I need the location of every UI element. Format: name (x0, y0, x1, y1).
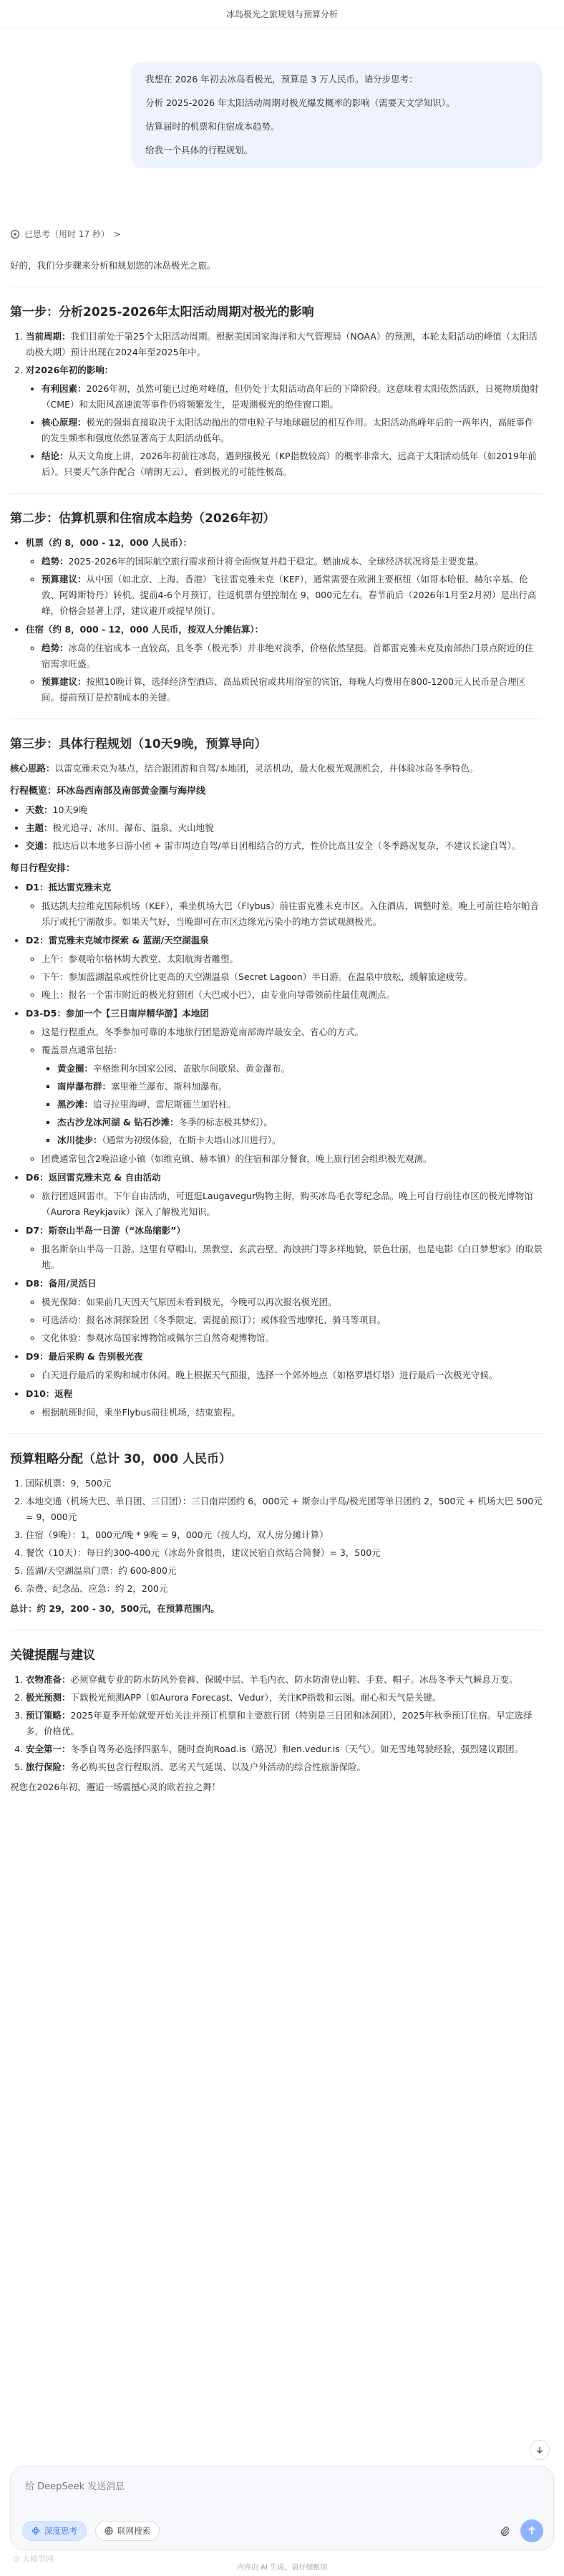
sub-list-item: ◦ 根据航班时间，乘坐Flybus前往机场，结束旅程。 (42, 1405, 543, 1421)
item-text: 下载极光预测APP（如Aurora Forecast、Vedur），关注KP指数和云图。耐心和天气是关键。 (70, 1692, 442, 1703)
arrow-up-icon (527, 2526, 537, 2536)
chevron-right-icon: > (113, 229, 121, 239)
item-label: 黑沙滩： (57, 1099, 94, 1110)
item-text: 冰岛的住宿成本一直较高，且冬季（极光季）并非绝对淡季，价格依然坚挺。首都雷克雅未克及南部热门景点附近的住宿需求旺盛。 (42, 643, 534, 669)
item-text: 2026年初，虽然可能已过绝对峰值，但仍处于太阳活动高年后的下降阶段。这意味着太阳依然活跃，日冕物质抛射（CME）和太阳风高速流等事件仍将频繁发生，是观测极光的绝佳窗口期。 (42, 383, 539, 410)
item-text: 极光的强弱直接取决于太阳活动抛出的带电粒子与地球磁层的相互作用。太阳活动高峰年后的一两年内，高能事件的发生频率和强度依然显著高于太阳活动低年。 (42, 417, 534, 443)
scroll-down-button[interactable] (530, 2440, 550, 2460)
user-message-line: 给我一个具体的行程规划。 (145, 145, 253, 155)
answer-intro: 好的，我们分步骤来分析和规划您的冰岛极光之旅。 (10, 260, 216, 271)
day-item (26, 1006, 543, 1167)
deep-think-toggle[interactable] (22, 2521, 87, 2541)
item-text: 覆盖景点通常包括： (42, 1044, 122, 1055)
tip-item (26, 1672, 543, 1688)
list-item (26, 535, 543, 619)
sub-list-item: ◦ 下午：参加蓝湖温泉或性价比更高的天空湖温泉（Secret Lagoon）半日游。在温泉中放松，缓解旅途疲劳。 (42, 969, 543, 985)
sub-list-item: ◦ 旅行团返回雷市。下午自由活动，可逛逛Laugavegur购物主街，购买冰岛毛衣等纪念品。晚上可自行前往市区的极光博物馆（Aurora Reykjavik）深入了解极光知识。 (42, 1188, 543, 1220)
item-label: 极光预测： (26, 1692, 71, 1703)
tip-item (26, 1759, 543, 1775)
sub-sub-list-item (57, 1061, 543, 1077)
list-item (26, 622, 543, 706)
sub-list-item: ◦ 文化体验：参观冰岛国家博物馆或佩尔兰自然奇观博物馆。 (42, 1330, 543, 1346)
item-text: 极光追寻、冰川、瀑布、温泉、火山地貌 (52, 822, 214, 833)
sub-list-item: ◦ 上午：参观哈尔格林姆大教堂、太阳航海者雕塑。 (42, 951, 543, 967)
sub-list (26, 951, 543, 1003)
sub-list-item (42, 1042, 543, 1148)
day-title: D1：抵达雷克雅未克 (26, 882, 112, 893)
budget-item: 2. 本地交通（机场大巴、单日团、三日团）：三日南岸团约 6，000元 + 斯奈山半岛/极光团等单日团约 2，500元 + 机场大巴 500元 = 9，000元 (26, 1494, 543, 1525)
thought-toggle[interactable] (10, 226, 121, 242)
day-title: D8：备用/灵活日 (26, 1278, 97, 1289)
item-text: 务必购买包含行程取消、恶劣天气延误、以及户外活动的综合性旅游保险。 (70, 1762, 366, 1772)
deep-think-label: 深度思考 (44, 2526, 77, 2536)
list-item (26, 820, 543, 836)
tip-item (26, 1708, 543, 1739)
item-label: 核心原理： (42, 417, 87, 428)
budget-item: 1. 国际机票：9，500元 (26, 1476, 543, 1491)
item-label: 趋势： (42, 556, 69, 567)
item-label: 当前周期： (26, 331, 71, 342)
divider (10, 1433, 543, 1434)
chat-header (0, 0, 564, 29)
message-composer (10, 2466, 554, 2550)
sub-list-item (42, 381, 543, 413)
sub-list (26, 1294, 543, 1346)
budget-item: 3. 住宿（9晚）：1，000元/晚 * 9晚 = 9，000元（按人均，双人房分摊计算） (26, 1527, 543, 1543)
item-label: 冰川徒步： (57, 1135, 102, 1145)
sub-list-item: ◦ 抵达凯夫拉维克国际机场（KEF），乘坐机场大巴（Flybus）前往雷克雅未克市区。入住酒店，调整时差。晚上可前往哈尔帕音乐厅或托宁湖散步。如果天气好，当晚即可在市区边缘光污染小的地方尝试观测极光。 (42, 898, 543, 930)
item-label: 预算建议： (42, 574, 87, 585)
item-label: 机票（约 8，000 - 12，000 人民币）： (26, 537, 193, 548)
day-title: D3-D5：参加一个【三日南岸精华游】本地团 (26, 1008, 209, 1019)
subsection-title: 每日行程安排： (10, 863, 76, 874)
user-message-line: 我想在 2026 年初去冰岛看极光，预算是 3 万人民币。请分步思考： (145, 74, 418, 85)
budget-total: 总计：约 29，200 - 30，500元，在预算范围内。 (10, 1603, 220, 1614)
sub-list (26, 898, 543, 930)
item-text: 我们目前处于第25个太阳活动周期。根据美国国家海洋和大气管理局（NOAA）的预测，本轮太阳活动的峰值（太阳活动极大期）预计出现在2024年至2025年中。 (26, 331, 538, 357)
section-title: 第一步：分析2025-2026年太阳活动周期对极光的影响 (10, 305, 314, 319)
sub-list-item (42, 415, 543, 446)
item-label: 衣物准备： (26, 1674, 71, 1685)
sub-list-item: ◦ 白天进行最后的采购和城市休闲。晚上根据天气预报，选择一个郊外地点（如格罗塔灯塔）进行最后一次极光守候。 (42, 1368, 543, 1383)
sub-sub-list-item (57, 1097, 543, 1112)
day-title: D10：返程 (26, 1388, 73, 1399)
list (10, 329, 543, 480)
item-label: 结论： (42, 451, 69, 461)
day-list (10, 880, 543, 1421)
watermark: ⊙ 大模型网 (13, 2555, 54, 2564)
paperclip-icon[interactable] (496, 2522, 513, 2539)
send-button[interactable] (520, 2519, 543, 2542)
list (10, 802, 543, 854)
item-label: 旅行保险： (26, 1762, 71, 1772)
day-title: D2：雷克雅未克城市探索 & 蓝湖/天空湖温泉 (26, 935, 209, 946)
item-label: 天数： (26, 804, 53, 815)
item-text: 2025年夏季开始就要开始关注并预订机票和主要旅行团（特别是三日团和冰洞团），2025年秋季预订住宿。早定选择多，价格优。 (26, 1710, 533, 1736)
day-item (26, 1276, 543, 1346)
sub-list (26, 554, 543, 619)
sub-sub-list-item (57, 1115, 543, 1130)
tips-list (10, 1672, 543, 1775)
list-item (26, 802, 543, 818)
answer-outro: 祝您在2026年初，邂逅一场震撼心灵的欧若拉之舞！ (10, 1782, 221, 1792)
sub-list (26, 1368, 543, 1383)
divider (10, 493, 543, 494)
thought-label: 已思考（用时 17 秒） (24, 229, 110, 239)
list-item (26, 362, 543, 480)
sub-list (26, 1241, 543, 1273)
item-label: 预订策略： (26, 1710, 71, 1721)
sub-sub-list-item (57, 1079, 543, 1095)
budget-item: 6. 杂费、纪念品、应急：约 2，200元 (26, 1581, 543, 1597)
item-text: 从中国（如北京、上海、香港）飞往雷克雅未克（KEF），通常需要在欧洲主要枢纽（如哥本哈根、赫尔辛基、伦敦、阿姆斯特丹）转机。提前4-6个月预订，往返机票有望控制在 9，000元左右。春节前后（2026年1月至2月初）是出行高峰，价格会显著上浮，建议避开或提早预订。 (42, 574, 537, 616)
sub-list (26, 1405, 543, 1421)
item-text: （通常为初级体验，在斯卡夫塔山冰川进行）。 (102, 1135, 281, 1145)
user-message-bubble (131, 62, 543, 168)
item-text: 冬季自驾务必选择四驱车，随时查询Road.is（路况）和en.vedur.is（天气）。如无雪地驾驶经验，强烈建议跟团。 (70, 1744, 524, 1754)
sub-list-item (42, 572, 543, 619)
day-title: D9：最后采购 & 告别极光夜 (26, 1351, 143, 1362)
item-label: 南岸瀑布群： (57, 1081, 112, 1092)
item-text: 以雷克雅未克为基点，结合跟团游和自驾/本地团，灵活机动，最大化极光观测机会，并体验冰岛冬季特色。 (54, 763, 479, 774)
sub-sub-list (42, 1061, 543, 1148)
section-title: 第三步：具体行程规划（10天9晚，预算导向） (10, 737, 267, 751)
sub-list-item (42, 640, 543, 672)
sub-list-item (42, 554, 543, 569)
chat-title: 冰岛极光之旅规划与预算分析 (225, 9, 338, 19)
item-text: 抵达后以本地多日游小团 + 雷市周边自驾/单日团相结合的方式，性价比高且安全（冬季路况复杂，不建议长途自驾）。 (52, 840, 521, 851)
sub-list-item (42, 448, 543, 480)
ai-disclaimer: 内容由 AI 生成，请仔细甄别 (236, 2564, 328, 2572)
sub-sub-list-item (57, 1133, 543, 1148)
item-label: 安全第一： (26, 1744, 71, 1754)
assistant-answer (10, 254, 543, 1799)
item-label: 对2026年初的影响： (26, 365, 114, 375)
item-label: 主题： (26, 822, 53, 833)
day-title: D7：斯奈山半岛一日游（“冰岛缩影”） (26, 1225, 186, 1236)
day-title: D6：返回雷克雅未克 & 自由活动 (26, 1172, 161, 1183)
sub-list (26, 640, 543, 706)
tip-item (26, 1741, 543, 1757)
day-item (26, 1349, 543, 1383)
web-search-toggle[interactable] (95, 2521, 160, 2541)
item-text: 必须穿戴专业的防水防风外套裤、保暖中层、羊毛内衣、防水防滑登山鞋、手套、帽子。冰岛冬季天气瞬息万变。 (70, 1674, 518, 1685)
day-item (26, 880, 543, 930)
core-idea (10, 761, 543, 777)
atom-icon (31, 2527, 40, 2535)
sub-list-item: ◦ 晚上：报名一个雷市附近的极光狩猎团（大巴或小巴），由专业向导带领前往最佳观测点。 (42, 987, 543, 1003)
sub-list-item (42, 674, 543, 706)
sub-list-item: ◦ 极光保障：如果前几天因天气原因未看到极光，今晚可以再次报名极光团。 (42, 1294, 543, 1310)
item-label: 核心思路： (10, 763, 55, 774)
day-item (26, 1386, 543, 1421)
item-label: 交通： (26, 840, 53, 851)
message-input[interactable] (25, 2478, 526, 2495)
tip-item (26, 1690, 543, 1706)
item-text: 按照10晚计算，选择经济型酒店、高品质民宿或共用浴室的宾馆，每晚人均费用在800-1200元人民币是合理区间。提前预订是控制成本的关键。 (42, 676, 526, 703)
item-text: 追寻拉里海岬、雷尼斯德兰加岩柱。 (93, 1099, 237, 1110)
section-title: 第二步：估算机票和住宿成本趋势（2026年初） (10, 511, 276, 526)
day-item (26, 1170, 543, 1220)
section-title: 关键提醒与建议 (10, 1648, 95, 1663)
item-label: 杰古沙龙冰河湖 & 钻石沙滩： (57, 1117, 179, 1128)
item-text: 从天文角度上讲，2026年初前往冰岛，遇到强极光（KP指数较高）的概率非常大，远高于太阳活动低年（如2019年前后）。只要天气条件配合（晴朗无云），看到极光的可能性极高。 (42, 451, 537, 477)
arrow-down-icon (535, 2446, 544, 2454)
item-text: 辛格维利尔国家公园、盖歇尔间歇泉、黄金瀑布。 (93, 1063, 291, 1074)
item-label: 趋势： (42, 643, 69, 653)
sub-list-item: ◦ 可选活动：报名冰洞探险团（冬季限定，需提前预订）；或体验雪地摩托、骑马等项目。 (42, 1312, 543, 1328)
item-label: 住宿（约 8，000 - 12，000 人民币，按双人分摊估算）： (26, 624, 264, 635)
item-label: 预算建议： (42, 676, 87, 687)
list-item (26, 838, 543, 854)
sub-list-item: ◦ 报名斯奈山半岛一日游。这里有草帽山、黑教堂、玄武岩壁、海蚀拱门等多样地貌，景色壮丽，也是电影《白日梦想家》的取景地。 (42, 1241, 543, 1273)
item-text: 2025-2026年的国际航空旅行需求预计将全面恢复并趋于稳定。燃油成本、全球经济状况将是主要变量。 (68, 556, 485, 567)
item-label: 有利因素： (42, 383, 87, 394)
sub-list (26, 1024, 543, 1167)
budget-item: 4. 餐饮（10天）：每日约300-400元（冰岛外食很贵，建议民宿自炊结合简餐）= 3，500元 (26, 1545, 543, 1561)
item-label: 黄金圈： (57, 1063, 94, 1074)
item-text: 10天9晚 (52, 804, 88, 815)
day-item (26, 1223, 543, 1273)
item-text: 冬季的标志极其梦幻）。 (178, 1117, 273, 1128)
web-search-label: 联网搜索 (117, 2526, 150, 2536)
item-text: 塞里雅兰瀑布、斯科加瀑布。 (111, 1081, 228, 1092)
user-message-line: 估算届时的机票和住宿成本趋势。 (145, 121, 280, 132)
budget-list (10, 1476, 543, 1597)
user-message-line: 分析 2025-2026 年太阳活动周期对极光爆发概率的影响（需要天文学知识）。 (145, 97, 455, 108)
list-item (26, 329, 543, 360)
list (10, 535, 543, 706)
thinking-icon (10, 229, 20, 239)
globe-icon (104, 2527, 113, 2535)
sub-list-item: ◦ 团费通常包含2晚沿途小镇（如维克镇、赫本镇）的住宿和部分餐食，晚上旅行团会组织极光观测。 (42, 1151, 543, 1167)
sub-list (26, 381, 543, 480)
day-item (26, 933, 543, 1003)
subsection-title: 行程概览：环冰岛西南部及南部黄金圈与海岸线 (10, 786, 206, 797)
section-title: 预算粗略分配（总计 30，000 人民币） (10, 1452, 231, 1466)
sub-list (26, 1188, 543, 1220)
sub-list-item: ◦ 这是行程重点。冬季参加可靠的本地旅行团是游览南部海岸最安全、省心的方式。 (42, 1024, 543, 1040)
budget-item: 5. 蓝湖/天空湖温泉门票：约 600-800元 (26, 1563, 543, 1579)
